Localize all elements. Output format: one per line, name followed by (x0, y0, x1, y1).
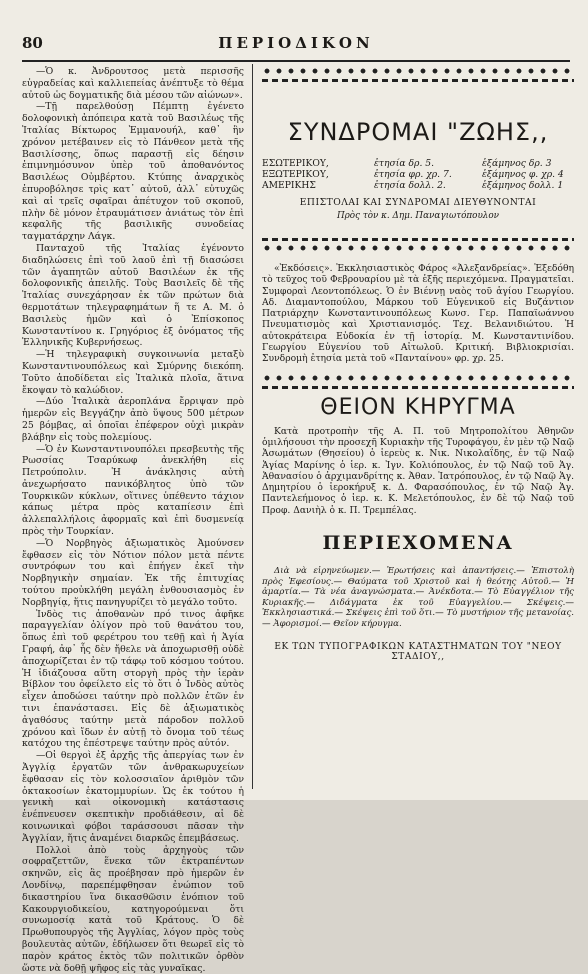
sermon-paragraph: Κατὰ προτροπὴν τῆς Α. Π. τοῦ Μητροπολίτου Ἀθηνῶν ὁμιλήσουσι τὴν προσεχῆ Κυριακὴν τῆς Τυροφάγου, ἐν μὲν τῷ Ναῷ Ἀσωμάτων (Θησείου) ὁ ἱερεὺς κ. Νικ. Νικολαΐδης, ἐν τῷ Ναῷ Ἁγίας Μαρίνης ὁ ἱερ. κ. Ἰγν. Κολιόπουλος, ἐν τῷ Ναῷ τοῦ Ἁγ. Ἀθανασίου ὁ ἀρχιμανδρίτης κ. Ἀθαν. Ἰατρόπουλος, ἐν τῷ Ναῷ Ἁγ. Δημητρίου ὁ ἱεροκήρυξ κ. Δ. Φαρασόπουλος, ἐν τῷ Ναῷ Ἁγ. Παντελεήμονος ὁ ἱερ. κ. Κ. Μελετόπουλος, ἐν δὲ τῷ Ναῷ τοῦ Προφ. Δανιὴλ ὁ κ. Π. Τρεμπέλας. (262, 425, 574, 516)
subscription-row (262, 169, 574, 180)
publications-notice (262, 263, 574, 365)
column-divider (252, 64, 253, 789)
news-paragraph: —Οἱ θεργοὶ ἐξ ἀρχῆς τῆς ἀπεργίας των ἐν Ἀγγλίᾳ ἐργατῶν τῶν ἀνθρακωρυχείων ἔφθασαν εἰς τὸν κολοσσιαῖον ἀριθμὸν τῶν ὀκτακοσίων ἑκατομμυρίων. Ὡς ἐκ τούτου ἡ γενικὴ καὶ οἰκονομικὴ κατάστασις ἐνέπνευσεν σκεπτικὴν προδιάθεσιν, αἱ δὲ κοινωνικαὶ φόβοι ταράσσουσι πᾶσαν τὴν Ἀγγλίαν, ἥτις ἀναμένει διαρκῶς ἐπεμβάσεως. (22, 750, 244, 844)
sermon-section (262, 426, 574, 516)
right-column (262, 66, 574, 662)
subscriptions-note: ΕΠΙΣΤΟΛΑΙ ΚΑΙ ΣΥΝΔΡΟΜΑΙ ΔΙΕΥΘΥΝΟΝΤΑΙ (299, 197, 537, 208)
subscription-yearly: ἐτησία δρ. 5. (374, 158, 435, 169)
subscriptions-address: Πρὸς τὸν κ. Δημ. Παναγιωτόπουλον (336, 211, 500, 221)
header-rule (22, 60, 570, 62)
subscriptions-table (262, 158, 574, 194)
ornament-border (262, 66, 574, 76)
printer-imprint: ΕΚ ΤΩΝ ΤΥΠΟΓΡΑΦΙΚΩΝ ΚΑΤΑΣΤΗΜΑΤΩΝ ΤΟΥ "ΝΕΟΥ ΣΤΑΔΙΟΥ,, (274, 641, 562, 662)
news-paragraph: —Ἡ τηλεγραφικὴ συγκοινωνία μεταξὺ Κωνσταντινουπόλεως καὶ Σμύρνης διεκόπη. Τοῦτο ἀποδίδεται εἰς Ἰταλικὰ πλοῖα, ἅτινα ἔκοψαν τὸ καλώδιον. (22, 349, 244, 396)
ornament-border (262, 373, 574, 383)
subscriptions-title: ΣΥΝΔΡΟΜΑΙ "ΖΩΗΣ,, (287, 118, 549, 146)
subscription-row (262, 180, 574, 191)
subscription-yearly: ἐτησία δολλ. 2. (374, 180, 446, 191)
subscription-yearly: ἐτησία φρ. χρ. 7. (374, 169, 452, 180)
news-paragraph: Ἰνδὸς τις ἀποθανὼν πρό τινος ἀφῆκε παραγγελίαν ὀλίγον πρὸ τοῦ θανάτου του, ὅπως ἐπὶ τοῦ φερέτρου του τεθῇ καὶ ἡ Ἁγία Γραφή, ἀφ᾽ ἧς δὲν ἤθελε νὰ ἀποχωρισθῇ οὐδὲ ἀποχωρίζεται ἐν τῷ τάφῳ τοῦ κόσμου τούτου. Ἡ ἰδιάζουσα αὕτη στοργὴ πρὸς τὴν ἱερὰν Βίβλον του ὀφείλετο εἰς τὸ ὅτι ὁ Ἰνδὸς αὐτὸς εἶχεν ἀποδώσει ταύτην πρὸ πολλῶν ἐτῶν ἐν τινι ἐπανάστασει. Εἰς δὲ ἀξιωματικὸς ἀγαθόσυς ταύτην μετὰ πάροδον πολλοῦ χρόνου καὶ ἴδων ἐν αὐτῇ τὸ ὄνομα τοῦ τέως κατόχου της ἐπέστρεψε ταύτην πρὸς αὐτόν. (22, 608, 244, 750)
ornament-border (262, 383, 574, 391)
news-paragraph: —Δύο Ἰταλικὰ ἀεροπλάνα ἔρριψαν πρὸ ἡμερῶν εἰς Βεγγάζην ἀπὸ ὕψους 500 μέτρων 25 βόμβας, αἱ ὁποῖαι ἐπέφερον οὐχὶ μικρὰν βλάβην εἰς τοὺς πολεμίους. (22, 396, 244, 443)
ornament-border (262, 76, 574, 84)
news-paragraph: —Ὁ κ. Ἀνδρουτσος μετὰ περισσῆς εὐγραδείας καὶ καλλιεπείας ἀνέπτυξε τὸ θέμα αὐτοῦ ὡς δογματικῆς διὰ μέσου τῶν αἰώνων». (22, 66, 244, 101)
subscription-semester: ἑξάμηνος δρ. 3 (482, 158, 552, 169)
publications-paragraph: «Ἐκδόσεις». Ἐκκλησιαστικὸς Φάρος «Ἀλεξανδρείας». Ἐξεδόθη τὸ τεῦχος τοῦ Φεβρουαρίου μὲ τὰ ἑξῆς περιεχόμενα. Πραγματεῖαι. Συμφοραὶ Λεοντοπόλεως. Ὁ ἐν Βιέννῃ ναὸς τοῦ ἁγίου Γεωργίου. Αδ. Διαμαντοπούλου, Μάρκου τοῦ Εὐγενικοῦ εἰς Βυζάντιον Πατριάρχην Κωνσταντινουπόλεως Κωνσ. Γερ. Παπαϊωάννου Πνευματισμὸς καὶ Χριστιανισμός. Τεχ. Βελανιδιώτου. Ἡ αὐτοκράτειρα Εὐδοκία ἐν τῇ ἱστορίᾳ. Μ. Κωνσταντινίδου. Γεωργίου Εὐγενίου τοῦ Αἰτωλοῦ. Κριτική. Βιβλιοκρισίαι. Συνδρομὴ ἐτησία μετὰ τοῦ «Πανταίνου» φρ. χρ. 25. (262, 263, 574, 365)
page-header (22, 34, 570, 58)
news-paragraph: —Ὁ ἐν Κωνσταντινουπόλει πρεσβευτὴς τῆς Ρωσσίας Τσαρύκωφ ἀνεκλήθη εἰς Πετρούπολιν. Ἡ ἀνάκλησις αὐτὴ ἀνεχωρήσατο πανικόβλητος ὑπὸ τῶν Τουρκικῶν κύκλων, οἵτινες ὑπέθεντο τάχιον κάπως μέτρα πρὸς καταπίεσιν ἐπὶ ἀλλεπαλλήλοις ἀφορμαῖς καὶ ἐπὶ δυσμενείᾳ πρὸς τὴν Τουρκίαν. (22, 443, 244, 538)
contents-section (262, 566, 574, 630)
ornament-border (262, 235, 574, 243)
contents-title: ΠΕΡΙΕΧΟΜΕΝΑ (322, 532, 514, 555)
news-column-left (22, 66, 244, 974)
news-paragraph: —Τῇ παρελθούσῃ Πέμπτῃ ἐγένετο δολοφονικὴ ἀπόπειρα κατὰ τοῦ Βασιλέως τῆς Ἰταλίας Βίκτωρος Ἐμμανουήλ, καθ᾽ ἣν χρόνον μετέβαινεν εἰς τὸ Πάνθεον μετὰ τῆς Βασιλίσσης, ὅπως παραστῇ εἰς δέησιν ἐπιμνημόσυνον ὑπὲρ τοῦ ἀποθανόντος Βασιλέως Οὐμβέρτου. Κτύπης ἀναρχικὸς ἐπυροβόλησε τρὶς κατ᾽ αὐτοῦ, ἀλλ᾽ εὐτυχῶς καὶ αἱ τρεῖς σφαῖραι ἀπέτυχον τοῦ σκοποῦ, πλὴν δὲ μόνον ἐτραυμάτισεν ἀνιάτως τὸν ἐπὶ κεφαλῆς τῆς βασιλικῆς συνοδείας ταγματάρχην Λάγκ. (22, 101, 244, 243)
subscription-region: ΕΣΩΤΕΡΙΚΟΥ, (262, 158, 329, 169)
page-number: 80 (22, 34, 43, 52)
subscription-region: ΕΞΩΤΕΡΙΚΟΥ, (262, 169, 329, 180)
ornament-border (262, 243, 574, 253)
journal-title: ΠΕΡΙΟΔΙΚΟΝ (218, 34, 374, 52)
subscription-region: ΑΜΕΡΙΚΗΣ (262, 180, 316, 191)
news-paragraph: —Ὁ Νορβηγὸς ἀξιωματικὸς Ἀμούνσεν ἔφθασεν εἰς τὸν Νότιον πόλον μετὰ πέντε συντρόφων του καὶ ἐπήγεν ἐκεῖ τὴν Νορβηγικὴν σημαίαν. Ἐκ τῆς ἐπιτυχίας τούτου προὐκλήθη μεγάλη ἐνθουσιασμὸς ἐν Νορβηγίᾳ, ἥτις πανηγυρίζει τὸ μεγάλο τοῦτο. (22, 537, 244, 608)
subscription-semester: ἑξάμηνος φ. χρ. 4 (482, 169, 564, 180)
news-paragraph: Πανταχοῦ τῆς Ἰταλίας ἐγένοντο διαδηλώσεις ἐπὶ τοῦ λαοῦ ἐπὶ τῇ διασώσει τῶν ἀγαπητῶν αὐτοῦ Βασιλέων ἐκ τῆς δολοφονικῆς ἀπειλῆς. Τοὺς Βασιλεῖς δὲ τῆς Ἰταλίας συνεχάρησαν ἐκ τῶν πρώτων διὰ θερμοτάτων τηλεγραφημάτων ἥ τε Α. Μ. ὁ Βασιλεὺς ἡμῶν καὶ ὁ Ἐπίσκοπος Κωνσταντίνου κ. Γρηγόριος ἐξ ὀνόματος τῆς Ἑλληνικῆς Κυβερνήσεως. (22, 242, 244, 349)
subscription-row (262, 158, 574, 169)
contents-paragraph: Διὰ νὰ εἰρηνεύωμεν.— Ἐρωτήσεις καὶ ἀπαντήσεις.— Ἐπιστολὴ πρὸς Ἐφεσίους.— Θαύματα τοῦ Χριστοῦ καὶ ἡ θεότης Αὐτοῦ.— Ἡ ἁμαρτία.— Τὰ νέα ἀναγνώσματα.— Ἀνέκδοτα.— Τὸ Εὐαγγέλιον τῆς Κυριακῆς.— Διδάγματα ἐκ τοῦ Εὐαγγελίου.— Σκέψεις.— Ἐκκλησιαστικά.— Σκέψεις ἐπὶ τοῦ ὅτι.— Τὸ μυστήριον τῆς μετανοίας.— Ἀφορισμοί.— Θεῖον κήρυγμα. (262, 566, 574, 630)
sermon-title: ΘΕΙΟΝ ΚΗΡΥΓΜΑ (320, 394, 516, 420)
news-paragraph: Πολλοὶ ἀπὸ τοὺς ἀρχηγοὺς τῶν σοφραζεττῶν, ἕνεκα τῶν ἐκτραπέντων σκηνῶν, εἰς ἃς προέβησαν πρὸ ἡμερῶν ἐν Λονδίνῳ, παρεπέμφθησαν ἐνώπιον τοῦ δικαστηρίου ἵνα δικασθῶσιν ἐνόπιον τοῦ Κακουργιοδικείου, κατηγορούμεναι ὅτι συνωμοσίᾳ κατὰ τοῦ Κράτους. Ὁ δὲ Πρωθυπουργὸς τῆς Ἀγγλίας, λόγον πρὸς τοὺς βουλευτὰς αὐτῶν, ἐδήλωσεν ὅτι θεωρεῖ εἰς τὸ παρὸν κράτος ἐκτὸς τῶν πολιτικῶν ὀρθὸν ὥστε νὰ δοθῇ ψῆφος εἰς τὰς γυναῖκας. (22, 844, 244, 974)
subscription-semester: ἑξάμηνος δολλ. 1 (482, 180, 564, 191)
